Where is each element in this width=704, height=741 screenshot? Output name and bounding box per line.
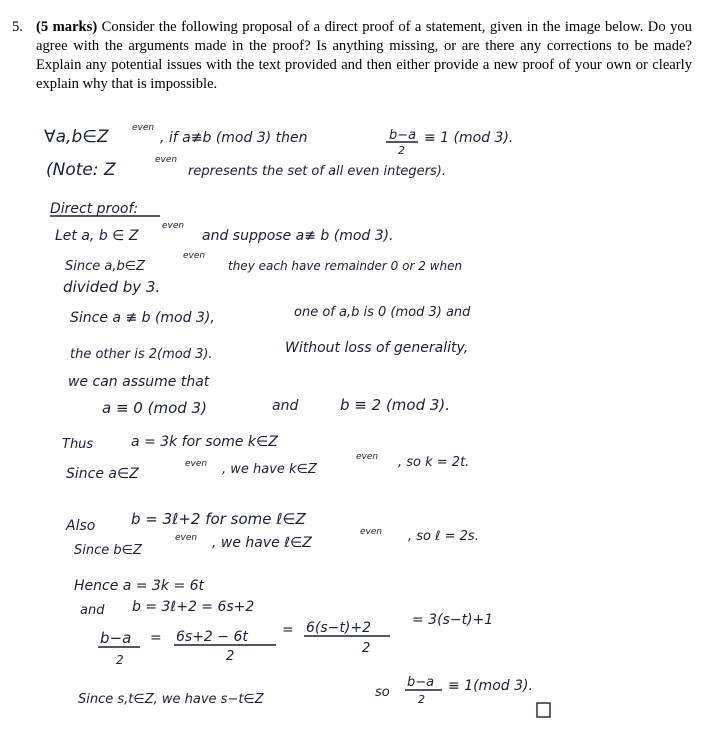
last-line-part-a: Since s,t∈Z, we have s−t∈Z: [78, 692, 264, 707]
question-text: Consider the following proposal of a direct proof of a statement, given in the image below. Do you agree with the arguments made in the proof? Is anything missing, or are there any corrections to be made? Explain any potential issues with the text provided and then either provide a new proof of your own or clearly explain why that is impossible.: [36, 19, 692, 92]
line-1-part-a: Let a, b ∈ Z: [55, 228, 139, 244]
fraction-1-denominator: 2: [116, 653, 124, 667]
fraction-3-numerator: 6(s−t)+2: [306, 620, 371, 636]
qed-box-icon: [537, 703, 550, 717]
fraction-2-numerator: 6s+2 − 6t: [176, 629, 248, 645]
line-7-part-b: and: [272, 398, 299, 414]
fraction-3-denominator: 2: [362, 641, 371, 656]
statement-part-1: ∀a,b∈Z: [44, 127, 109, 147]
equals-2: =: [282, 622, 294, 638]
line-2-part-a: Since a,b∈Z: [65, 259, 145, 274]
line-9-part-c: , so k = 2t.: [398, 455, 470, 470]
statement-part-3: ≡ 1 (mod 3).: [424, 130, 514, 146]
note-sup: even: [155, 155, 178, 165]
line-11-sup: even: [175, 533, 198, 543]
line-2-sup: even: [183, 251, 206, 261]
line-5-part-a: the other is 2(mod 3).: [70, 347, 213, 362]
statement-fraction-denominator: 2: [398, 144, 405, 157]
last-fraction-numerator: b−a: [407, 675, 435, 690]
last-fraction-denominator: 2: [418, 693, 425, 706]
last-line-so: so: [375, 685, 390, 700]
line-9-part-a: Since a∈Z: [66, 466, 139, 482]
line-7-part-a: a ≡ 0 (mod 3): [102, 399, 207, 417]
line-13-part-a: and: [80, 603, 105, 618]
line-11-part-a: Since b∈Z: [74, 543, 142, 558]
note-part-2: represents the set of all even integers).: [188, 164, 446, 179]
line-9-sup: even: [185, 459, 208, 469]
note-part-1: (Note: Z: [46, 160, 116, 180]
line-10-part-b: b = 3ℓ+2 for some ℓ∈Z: [131, 510, 306, 528]
line-1-part-b: and suppose a≢ b (mod 3).: [202, 228, 394, 244]
line-8-part-a: Thus: [62, 437, 94, 452]
equals-1: =: [150, 630, 162, 646]
line-8-part-b: a = 3k for some k∈Z: [131, 434, 278, 450]
line-1-sup: even: [162, 221, 185, 231]
line-11-sup-2: even: [360, 527, 383, 537]
line-3: divided by 3.: [63, 278, 161, 296]
proof-heading: Direct proof:: [50, 201, 139, 217]
line-9-part-b: , we have k∈Z: [222, 462, 317, 477]
line-11-part-c: , so ℓ = 2s.: [408, 529, 479, 544]
question-number: 5.: [12, 19, 23, 35]
question-marks: (5 marks): [36, 19, 98, 35]
line-11-part-b: , we have ℓ∈Z: [212, 535, 312, 551]
statement-part-2: , if a≢b (mod 3) then: [160, 130, 308, 146]
line-4-part-a: Since a ≢ b (mod 3),: [70, 310, 215, 326]
line-10-part-a: Also: [66, 518, 96, 534]
line-5-part-b: Without loss of generality,: [285, 340, 469, 356]
line-7-part-c: b ≡ 2 (mod 3).: [340, 396, 451, 414]
fraction-result: = 3(s−t)+1: [412, 612, 494, 628]
statement-sup: even: [132, 123, 155, 133]
fraction-2-denominator: 2: [226, 649, 235, 664]
fraction-1-numerator: b−a: [100, 629, 132, 647]
line-6: we can assume that: [68, 374, 210, 390]
line-9-sup-2: even: [356, 452, 379, 462]
line-12: Hence a = 3k = 6t: [74, 578, 205, 594]
last-line-part-c: ≡ 1(mod 3).: [448, 678, 533, 694]
line-4-part-b: one of a,b is 0 (mod 3) and: [294, 305, 471, 320]
line-2-part-b: they each have remainder 0 or 2 when: [228, 259, 463, 273]
statement-fraction-numerator: b−a: [389, 128, 417, 143]
line-13-part-b: b = 3ℓ+2 = 6s+2: [132, 599, 255, 615]
